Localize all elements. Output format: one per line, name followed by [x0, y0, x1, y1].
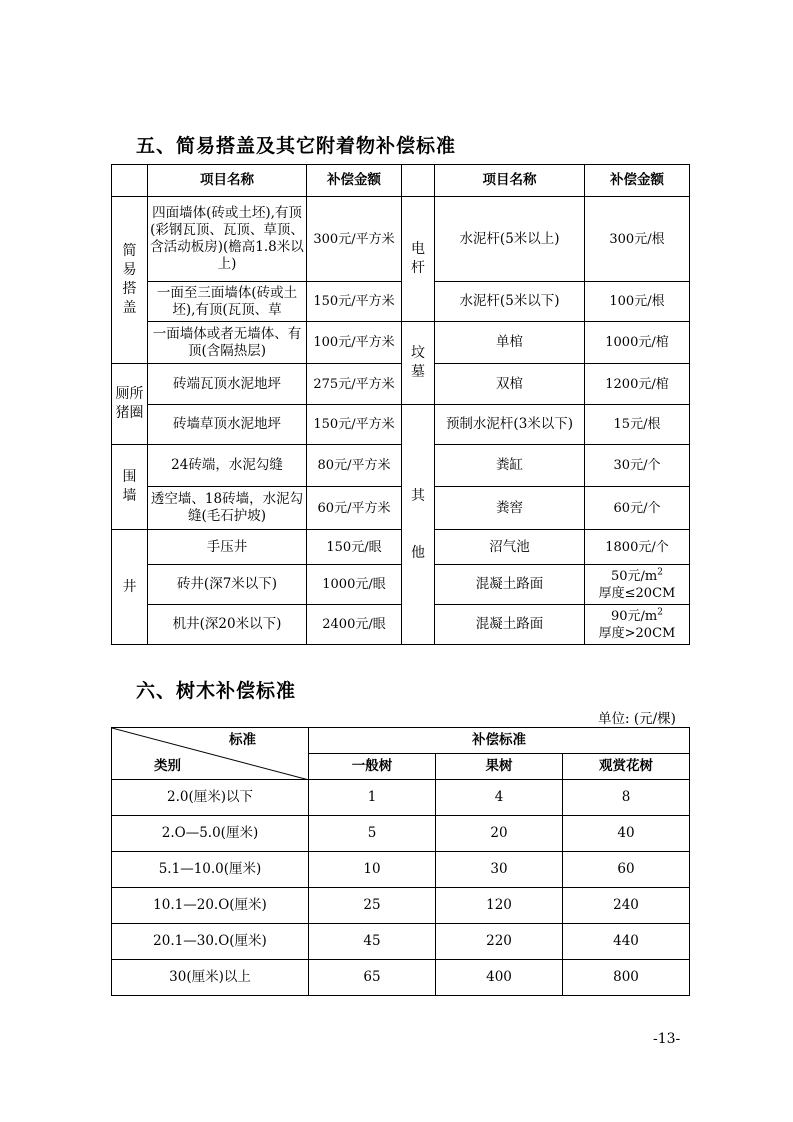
amount-cell: 100元/平方米 [307, 322, 402, 364]
value-cell: 8 [563, 780, 690, 816]
amount-cell: 1000元/眼 [307, 565, 402, 605]
header-compensation-group: 补偿标准 [309, 728, 690, 754]
item-cell-2: 水泥杆(5米以上) [435, 197, 585, 282]
category-cell: 10.1—20.O(厘米) [112, 888, 309, 924]
header-blank-left [112, 165, 148, 197]
header-item-name: 项目名称 [148, 165, 307, 197]
category-cell: 2.O—5.0(厘米) [112, 816, 309, 852]
category-toilet-pigsty: 厕所 猪圈 [112, 364, 148, 445]
header-general-tree: 一般树 [309, 754, 436, 780]
value-cell: 220 [436, 924, 563, 960]
amount-cell: 80元/平方米 [307, 445, 402, 487]
item-cell-2: 混凝土路面 [435, 605, 585, 645]
amount-cell-2: 1800元/个 [585, 530, 690, 565]
item-cell: 一面至三面墙体(砖或土坯),有顶(瓦顶、草 [148, 282, 307, 322]
item-cell: 手压井 [148, 530, 307, 565]
attachment-compensation-table [111, 164, 690, 645]
value-cell: 20 [436, 816, 563, 852]
value-cell: 5 [309, 816, 436, 852]
item-cell-2: 粪缸 [435, 445, 585, 487]
item-cell: 砖端瓦顶水泥地坪 [148, 364, 307, 405]
unit-label: 单位: (元/棵) [598, 711, 676, 727]
diagonal-header-cell [112, 728, 309, 780]
item-cell: 24砖端，水泥勾缝 [148, 445, 307, 487]
table-row [112, 960, 690, 996]
item-cell-2: 预制水泥杆(3米以下) [435, 405, 585, 445]
diag-top-label: 标准 [229, 732, 256, 748]
amount-cell-2: 300元/根 [585, 197, 690, 282]
value-cell: 800 [563, 960, 690, 996]
category-cell: 20.1—30.O(厘米) [112, 924, 309, 960]
amount-cell: 60元/平方米 [307, 487, 402, 530]
amount-cell: 300元/平方米 [307, 197, 402, 282]
amount-cell-2: 100元/根 [585, 282, 690, 322]
tree-compensation-table [111, 727, 690, 996]
amount-cell: 2400元/眼 [307, 605, 402, 645]
item-cell: 砖井(深7米以下) [148, 565, 307, 605]
section6-title: 六、树木补偿标准 [136, 680, 297, 702]
category-cell: 2.0(厘米)以下 [112, 780, 309, 816]
table-row [112, 780, 690, 816]
item-cell-2: 单棺 [435, 322, 585, 364]
category-well: 井 [112, 530, 148, 645]
item-cell-2: 水泥杆(5米以下) [435, 282, 585, 322]
amount-cell-2: 15元/根 [585, 405, 690, 445]
value-cell: 65 [309, 960, 436, 996]
item-cell: 砖墙草顶水泥地坪 [148, 405, 307, 445]
item-cell: 机井(深20米以下) [148, 605, 307, 645]
item-cell: 一面墙体或者无墙体、有顶(含隔热层) [148, 322, 307, 364]
amount-cell-2: 1200元/棺 [585, 364, 690, 405]
value-cell: 45 [309, 924, 436, 960]
header-item-name-2: 项目名称 [435, 165, 585, 197]
value-cell: 440 [563, 924, 690, 960]
page-number: -13- [653, 1031, 681, 1047]
value-cell: 30 [436, 852, 563, 888]
value-cell: 25 [309, 888, 436, 924]
header-blank-right [402, 165, 435, 197]
category-simple-shed: 简 易 搭 盖 [112, 197, 148, 364]
value-cell: 10 [309, 852, 436, 888]
amount-cell: 150元/平方米 [307, 405, 402, 445]
amount-cell: 275元/平方米 [307, 364, 402, 405]
value-cell: 4 [436, 780, 563, 816]
item-cell: 四面墙体(砖或土坯),有顶(彩钢瓦顶、瓦顶、草顶、含活动板房)(檐高1.8米以上) [148, 197, 307, 282]
table-row [112, 852, 690, 888]
value-cell: 40 [563, 816, 690, 852]
amount-cell: 150元/平方米 [307, 282, 402, 322]
table-row [112, 888, 690, 924]
table-row [112, 816, 690, 852]
category-pole: 电 杆 [402, 197, 435, 322]
item-cell-2: 双棺 [435, 364, 585, 405]
table-row [112, 924, 690, 960]
category-cell: 5.1—10.0(厘米) [112, 852, 309, 888]
diagonal-line [112, 728, 309, 780]
category-other: 其 他 [402, 405, 435, 645]
value-cell: 1 [309, 780, 436, 816]
header-fruit-tree: 果树 [436, 754, 563, 780]
header-amount-2: 补偿金额 [585, 165, 690, 197]
header-ornamental-tree: 观赏花树 [563, 754, 690, 780]
section5-title: 五、简易搭盖及其它附着物补偿标准 [136, 135, 457, 157]
amount-cell-2: 30元/个 [585, 445, 690, 487]
value-cell: 60 [563, 852, 690, 888]
amount-cell: 150元/眼 [307, 530, 402, 565]
item-cell: 透空墙、18砖墙，水泥勾缝(毛石护坡) [148, 487, 307, 530]
diag-bottom-label: 类别 [154, 758, 181, 774]
category-grave: 坟 墓 [402, 322, 435, 405]
value-cell: 120 [436, 888, 563, 924]
item-cell-2: 粪窖 [435, 487, 585, 530]
amount-cell-2: 60元/个 [585, 487, 690, 530]
category-wall: 围 墙 [112, 445, 148, 530]
value-cell: 240 [563, 888, 690, 924]
category-cell: 30(厘米)以上 [112, 960, 309, 996]
amount-cell-2: 90元$/m^2$ 厚度>20CM [585, 605, 690, 645]
header-amount: 补偿金额 [307, 165, 402, 197]
amount-cell-2: 50元$/m^2$ 厚度≤20CM [585, 565, 690, 605]
item-cell-2: 沼气池 [435, 530, 585, 565]
amount-cell-2: 1000元/棺 [585, 322, 690, 364]
item-cell-2: 混凝土路面 [435, 565, 585, 605]
value-cell: 400 [436, 960, 563, 996]
